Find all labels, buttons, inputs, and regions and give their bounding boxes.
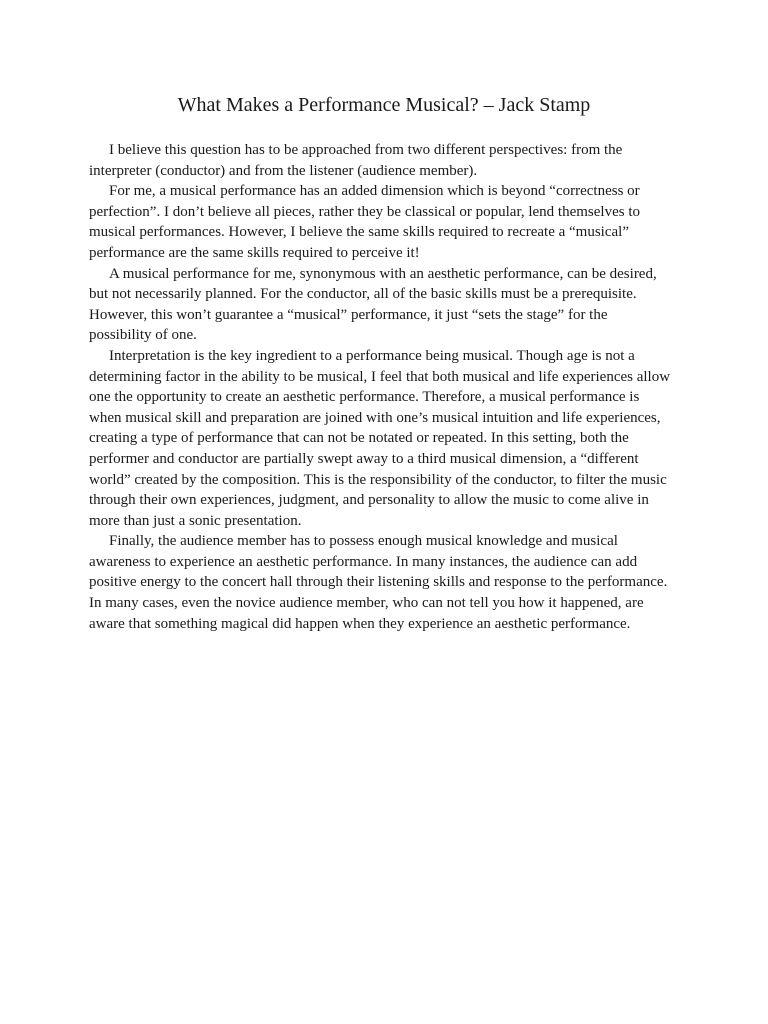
paragraph-2 bbox=[89, 181, 659, 263]
paragraph-line: but not necessarily planned. For the conductor, all of the basic skills must be a prerequisite. bbox=[89, 286, 637, 303]
paragraph-line: perfection”. I don’t believe all pieces, rather they be classical or popular, lend themselves to bbox=[89, 203, 640, 220]
paragraph-4 bbox=[89, 346, 671, 531]
paragraph-line: A musical performance for me, synonymous with an aesthetic performance, can be desired, bbox=[109, 265, 657, 282]
paragraph-line: possibility of one. bbox=[89, 327, 197, 344]
paragraph-3 bbox=[89, 264, 659, 346]
paragraph-line: Finally, the audience member has to possess enough musical knowledge and musical bbox=[109, 533, 618, 550]
paragraph-line: when musical skill and preparation are joined with one’s musical intuition and life experiences, bbox=[89, 409, 661, 426]
paragraph-line: creating a type of performance that can not be notated or repeated. In this setting, both the bbox=[89, 430, 629, 447]
paragraph-line: positive energy to the concert hall through their listening skills and response to the performance. bbox=[89, 574, 668, 591]
paragraph-1 bbox=[89, 140, 659, 181]
document-title: What Makes a Performance Musical? – Jack Stamp bbox=[177, 94, 591, 116]
paragraph-line: awareness to experience an aesthetic performance. In many instances, the audience can add bbox=[89, 553, 638, 570]
paragraph-line: For me, a musical performance has an added dimension which is beyond “correctness or bbox=[109, 183, 640, 200]
paragraph-line: interpreter (conductor) and from the listener (audience member). bbox=[89, 162, 478, 179]
paragraph-line: through their own experiences, judgment, and personality to allow the music to come alive in bbox=[89, 492, 649, 509]
paragraph-5 bbox=[89, 531, 668, 634]
paragraph-line: more than just a sonic presentation. bbox=[89, 512, 302, 529]
paragraph-line: I believe this question has to be approached from two different perspectives: from the bbox=[109, 142, 623, 158]
paragraph-line: However, this won’t guarantee a “musical” performance, it just “sets the stage” for the bbox=[89, 306, 608, 323]
paragraph-line: Interpretation is the key ingredient to a performance being musical. Though age is not a bbox=[109, 347, 635, 364]
paragraph-line: determining factor in the ability to be musical, I feel that both musical and life experiences allow bbox=[89, 368, 671, 385]
paragraph-line: In many cases, even the novice audience member, who can not tell you how it happened, are bbox=[89, 595, 644, 612]
document-body bbox=[89, 140, 671, 634]
paragraph-line: one the opportunity to create an aesthetic performance. Therefore, a musical performance is bbox=[89, 389, 640, 406]
paragraph-line: musical performances. However, I believe the same skills required to recreate a “musical” bbox=[89, 224, 629, 241]
paragraph-line: performer and conductor are partially swept away to a third musical dimension, a “different bbox=[89, 450, 639, 467]
paragraph-line: aware that something magical did happen when they experience an aesthetic performance. bbox=[89, 615, 631, 632]
paragraph-line: world” created by the composition. This is the responsibility of the conductor, to filter the music bbox=[89, 471, 667, 488]
paragraph-line: performance are the same skills required to perceive it! bbox=[89, 244, 420, 261]
